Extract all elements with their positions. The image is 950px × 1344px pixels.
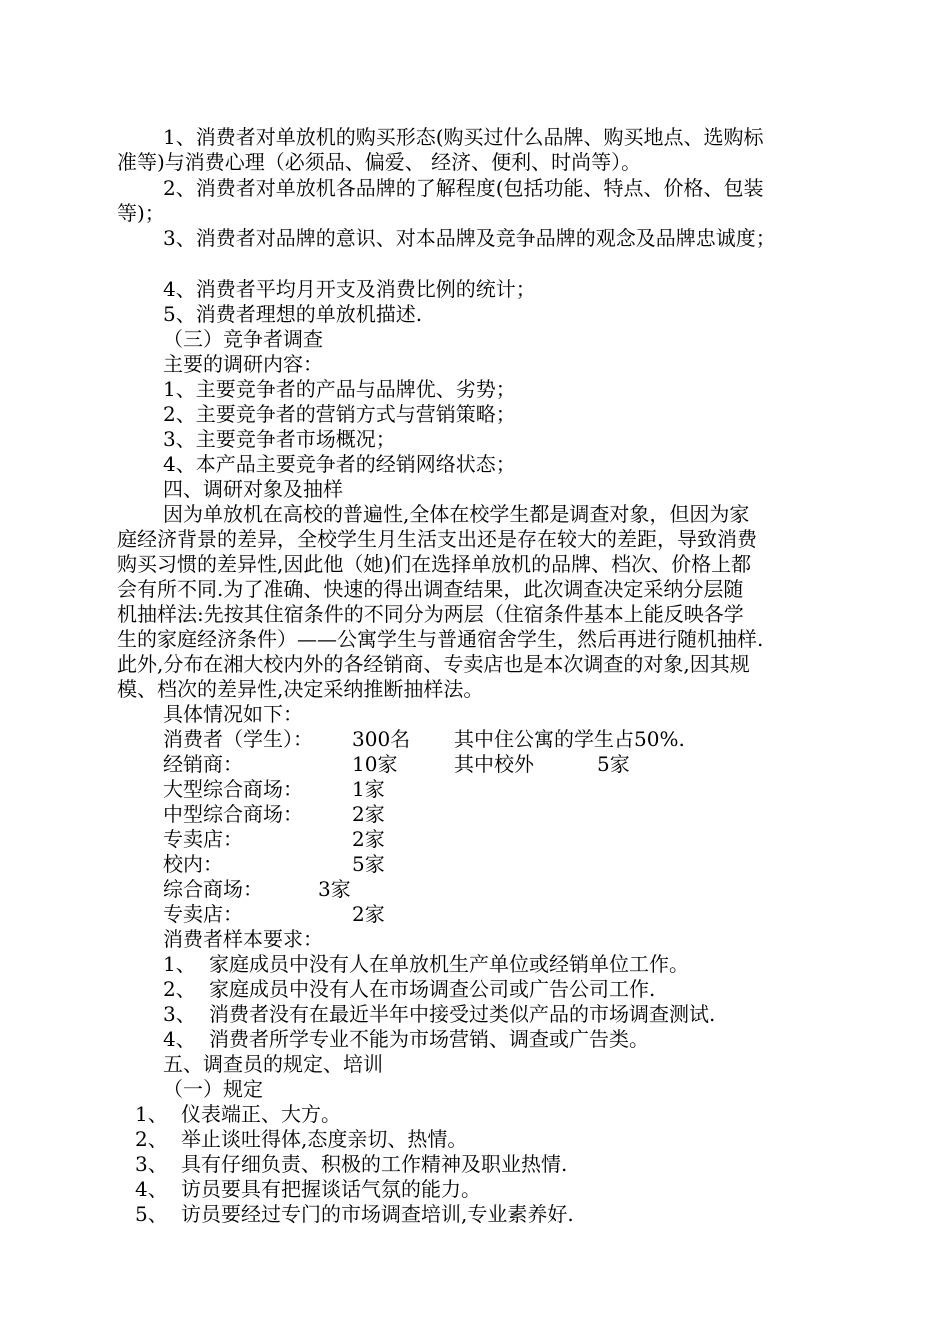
requirements-intro: 消费者样本要求： xyxy=(163,927,323,951)
details-intro: 具体情况如下： xyxy=(163,702,303,726)
consumer-item-5: 5、消费者理想的单放机描述. xyxy=(163,302,423,326)
sample-row-label: 大型综合商场： xyxy=(163,777,303,801)
requirement-text: 家庭成员中没有人在单放机生产单位或经销单位工作。 xyxy=(209,952,689,976)
rule-number: 3、 xyxy=(135,1152,168,1176)
sampling-heading: 四、调研对象及抽样 xyxy=(163,477,343,501)
requirement-text: 消费者没有在最近半年中接受过类似产品的市场调查测试. xyxy=(209,1002,716,1026)
sample-row-value: 1家 xyxy=(352,777,385,801)
competitor-intro: 主要的调研内容： xyxy=(163,352,323,376)
rule-number: 5、 xyxy=(135,1202,168,1226)
consumer-item-2-line2: 等)； xyxy=(117,201,165,225)
sampling-paragraph-line-8: 模、档次的差异性,决定采纳推断抽样法。 xyxy=(117,677,484,701)
requirement-number: 2、 xyxy=(163,977,196,1001)
consumer-item-2-line1: 2、消费者对单放机各品牌的了解程度(包括功能、特点、价格、包装 xyxy=(163,176,764,200)
consumer-item-4: 4、消费者平均月开支及消费比例的统计； xyxy=(163,277,536,301)
sample-row-label: 专卖店： xyxy=(163,902,243,926)
sample-row-label: 中型综合商场： xyxy=(163,802,303,826)
sample-row-label: 消费者（学生）： xyxy=(163,727,313,751)
sample-row-label: 校内： xyxy=(163,852,223,876)
sample-row-value: 300名 xyxy=(352,727,411,751)
requirement-number: 4、 xyxy=(163,1027,196,1051)
requirement-text: 消费者所学专业不能为市场营销、调查或广告类。 xyxy=(209,1027,649,1051)
competitor-item-2: 2、主要竞争者的营销方式与营销策略； xyxy=(163,402,516,426)
sample-row-value: 2家 xyxy=(352,802,385,826)
sample-row-value: 3家 xyxy=(318,877,351,901)
rule-number: 4、 xyxy=(135,1177,168,1201)
sampling-paragraph-line-1: 因为单放机在高校的普遍性,全体在校学生都是调查对象，但因为家 xyxy=(163,502,750,526)
requirement-number: 1、 xyxy=(163,952,196,976)
sample-row-note: 其中校外 xyxy=(454,752,534,776)
sample-row-extra: 5家 xyxy=(597,752,630,776)
competitor-item-1: 1、主要竞争者的产品与品牌优、劣势； xyxy=(163,377,516,401)
sample-row-label: 专卖店： xyxy=(163,827,243,851)
sample-row-label: 经销商： xyxy=(163,752,243,776)
consumer-item-1-line2: 准等)与消费心理（必须品、偏爱、 经济、便利、时尚等）。 xyxy=(117,150,642,174)
sample-row-value: 2家 xyxy=(352,827,385,851)
rule-number: 2、 xyxy=(135,1127,168,1151)
interviewer-subheading: （一）规定 xyxy=(163,1077,263,1101)
sampling-paragraph-line-4: 会有所不同.为了准确、快速的得出调查结果，此次调查决定采纳分层随 xyxy=(117,577,744,601)
sampling-paragraph-line-7: 此外,分布在湘大校内外的各经销商、专卖店也是本次调查的对象,因其规 xyxy=(117,652,750,676)
sample-row-value: 5家 xyxy=(352,852,385,876)
consumer-item-1-line1: 1、消费者对单放机的购买形态(购买过什么品牌、购买地点、选购标 xyxy=(163,125,764,149)
sampling-paragraph-line-5: 机抽样法:先按其住宿条件的不同分为两层（住宿条件基本上能反映各学 xyxy=(117,602,744,626)
sampling-paragraph-line-3: 购买习惯的差异性,因此他（她)们在选择单放机的品牌、档次、价格上都 xyxy=(117,552,752,576)
sample-row-label: 综合商场： xyxy=(163,877,263,901)
rule-text: 举止谈吐得体,态度亲切、热情。 xyxy=(181,1127,468,1151)
rule-text: 具有仔细负责、积极的工作精神及职业热情. xyxy=(181,1152,568,1176)
sample-row-note: 其中住公寓的学生占50%. xyxy=(454,727,685,751)
sample-row-value: 10家 xyxy=(352,752,398,776)
competitor-heading: （三）竞争者调查 xyxy=(163,327,323,351)
rule-text: 仪表端正、大方。 xyxy=(181,1102,341,1126)
competitor-item-4: 4、本产品主要竞争者的经销网络状态； xyxy=(163,452,516,476)
requirement-text: 家庭成员中没有人在市场调查公司或广告公司工作. xyxy=(209,977,656,1001)
sample-row-value: 2家 xyxy=(352,902,385,926)
sampling-paragraph-line-2: 庭经济背景的差异，全校学生月生活支出还是存在较大的差距，导致消费 xyxy=(117,527,757,551)
rule-text: 访员要具有把握谈话气氛的能力。 xyxy=(181,1177,481,1201)
rule-number: 1、 xyxy=(135,1102,168,1126)
interviewer-heading: 五、调查员的规定、培训 xyxy=(163,1052,383,1076)
sampling-paragraph-line-6: 生的家庭经济条件）——公寓学生与普通宿舍学生，然后再进行随机抽样. xyxy=(117,627,764,651)
requirement-number: 3、 xyxy=(163,1002,196,1026)
competitor-item-3: 3、主要竞争者市场概况； xyxy=(163,427,396,451)
rule-text: 访员要经过专门的市场调查培训,专业素养好. xyxy=(181,1202,574,1226)
consumer-item-3: 3、消费者对品牌的意识、对本品牌及竞争品牌的观念及品牌忠诚度； xyxy=(163,226,776,250)
